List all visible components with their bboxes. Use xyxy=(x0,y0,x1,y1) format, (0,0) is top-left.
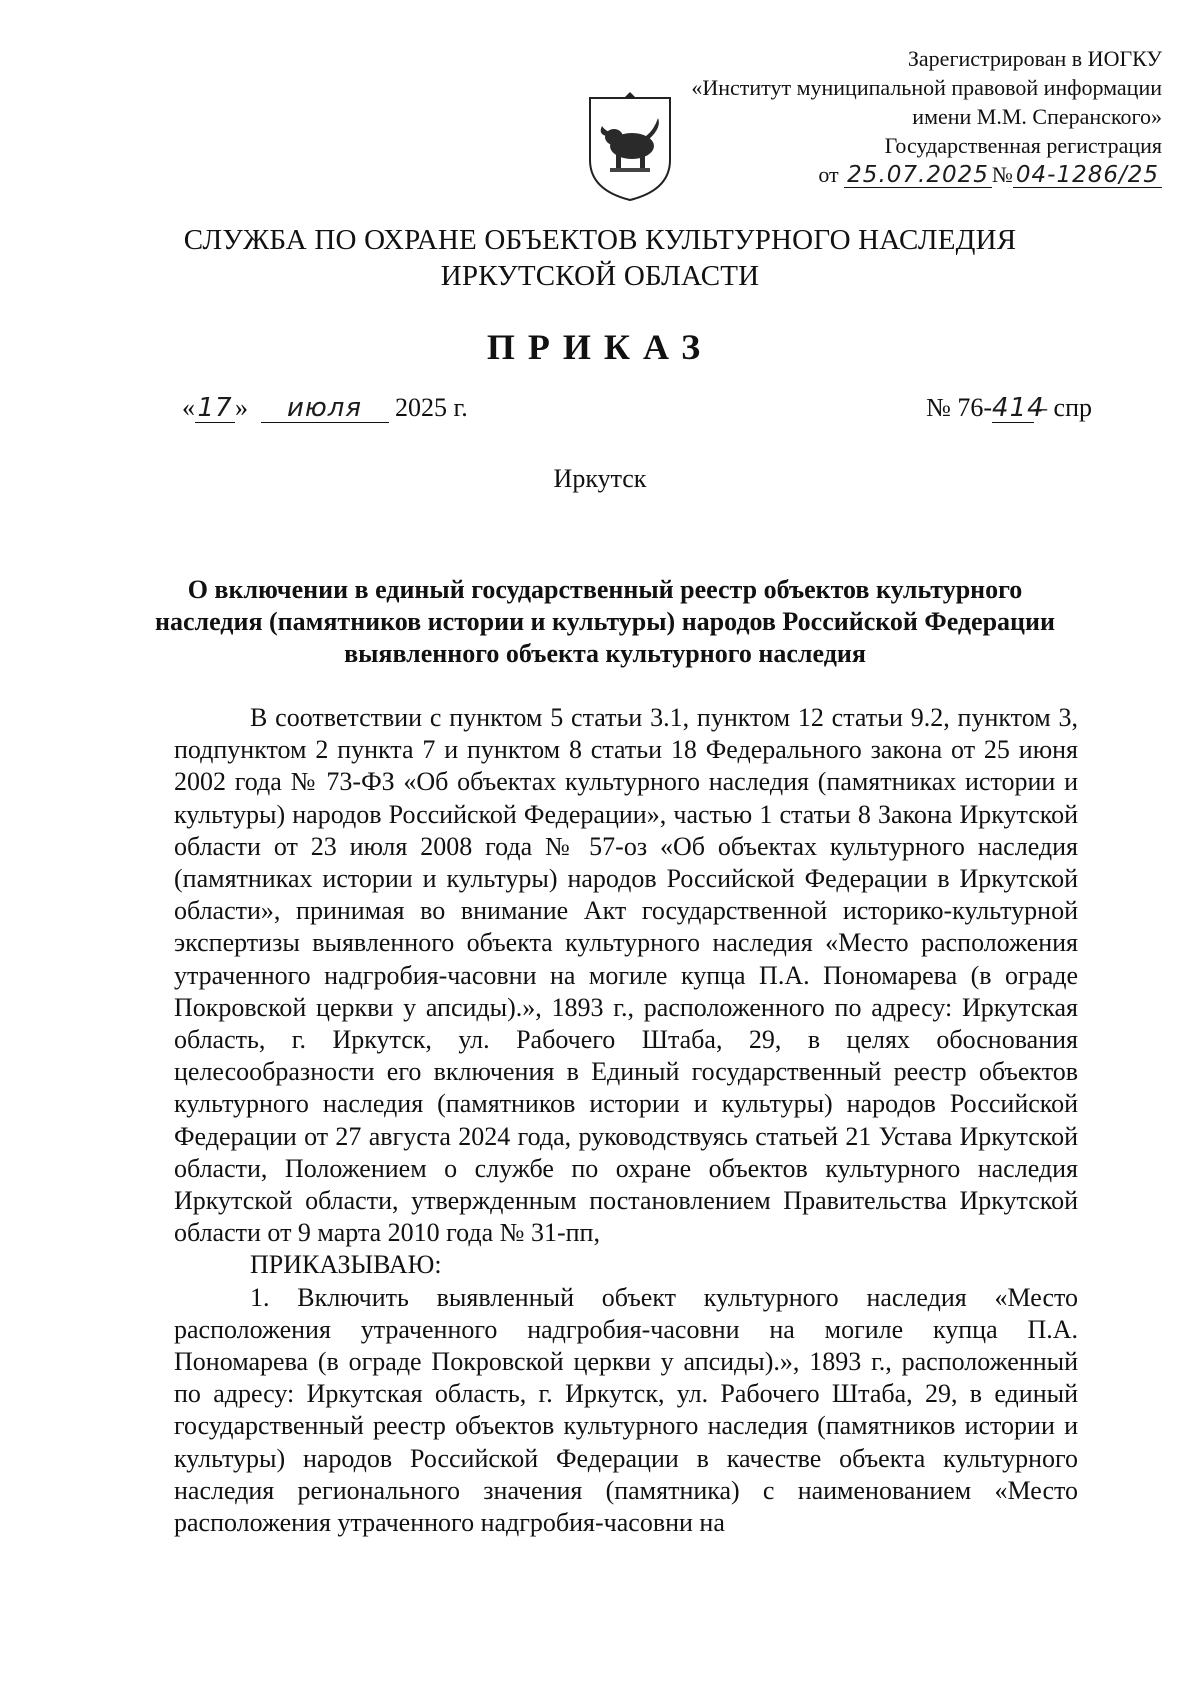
registration-number-sign: № xyxy=(991,162,1013,187)
order-number-prefix: № 76- xyxy=(926,393,993,422)
registration-line: имени М.М. Сперанского» xyxy=(912,104,1162,129)
order-number-suffix: – спр xyxy=(1034,393,1092,422)
order-month: июля xyxy=(286,393,363,423)
preamble-paragraph: В соответствии с пунктом 5 статьи 3.1, пунктом 12 статьи 9.2, пунктом 3, подпунктом 2 пункта 7 и пунктом 8 статьи 18 Федерального закона от 25 июня 2002 года № 73-ФЗ «Об объектах культурного наследия (памятниках истории и культуры) народов Российской Федерации», частью 1 статьи 8 Закона Иркутской области от 23 июля 2008 года № 57-оз «Об объектах культурного наследия (памятниках истории и культуры) народов Российской Федерации в Иркутской области», принимая во внимание Акт государственной историко-культурной экспертизы выявленного объекта культурного наследия «Место расположения утраченного надгробия-часовни на могиле купца П.А. Пономарева (в ограде Покровской церкви у апсиды).», 1893 г., расположенного по адресу: Иркутская область, г. Иркутск, ул. Рабочего Штаба, 29, в целях обоснования целесообразности его включения в Единый государственный реестр объектов культурного наследия (памятников истории и культуры) народов Российской Федерации от 27 августа 2024 года, руководствуясь статьей 21 Устава Иркутской области, Положением о службе по охране объектов культурного наследия Иркутской области, утвержденным постановлением Правительства Иркутской области от 9 марта 2010 года № 31-пп, xyxy=(174,703,1078,1248)
date-quote-close: » xyxy=(235,393,248,422)
order-month-field xyxy=(261,394,389,423)
order-subject: О включении в единый государственный реестр объектов культурного наследия (памятников истории и культуры) народов Российской Федерации выявленного объекта культурного наследия xyxy=(155,575,1055,668)
order-date xyxy=(182,393,468,423)
order-number-field xyxy=(992,393,1045,423)
order-body xyxy=(174,702,1078,1539)
agency-name-line: СЛУЖБА ПО ОХРАНЕ ОБЪЕКТОВ КУЛЬТУРНОГО НАСЛЕДИЯ xyxy=(183,224,1017,256)
order-day: 17 xyxy=(197,393,233,423)
order-number-handwritten: 414 xyxy=(992,393,1045,423)
order-year: 2025 г. xyxy=(395,393,468,422)
registration-date: 25.07.2025 xyxy=(844,163,992,188)
order-day-field xyxy=(195,394,235,423)
registration-line: Зарегистрирован в ИОГКУ xyxy=(907,46,1162,71)
registration-line: Государственная регистрация xyxy=(884,133,1162,158)
agency-name xyxy=(0,222,1200,294)
registration-line: «Институт муниципальной правовой информации xyxy=(691,75,1162,100)
order-item-1: 1. Включить выявленный объект культурного наследия «Место расположения утраченного надгробия-часовни на могиле купца П.А. Пономарева (в ограде Покровской церкви у апсиды).», 1893 г., расположенный по адресу: Иркутская область, г. Иркутск, ул. Рабочего Штаба, 29, в единый государственный реестр объектов культурного наследия (памятников истории и культуры) народов Российской Федерации в качестве объекта культурного наследия регионального значения (памятника) с наименованием «Место расположения утраченного надгробия-часовни на xyxy=(174,1282,1078,1538)
coat-of-arms-icon xyxy=(584,90,676,204)
registration-from-label: от xyxy=(818,162,839,187)
agency-name-line: ИРКУТСКОЙ ОБЛАСТИ xyxy=(440,260,760,292)
order-word: ПРИКАЗЫВАЮ: xyxy=(250,1250,442,1280)
date-quote-open: « xyxy=(182,393,195,422)
registration-number: 04-1286/25 xyxy=(1013,163,1162,188)
document-type-title: ПРИКАЗ xyxy=(486,327,714,367)
registration-date-number-line xyxy=(642,160,1162,189)
city-name: Иркутск xyxy=(553,464,647,493)
registration-stamp xyxy=(642,44,1162,189)
order-number xyxy=(926,393,1092,423)
